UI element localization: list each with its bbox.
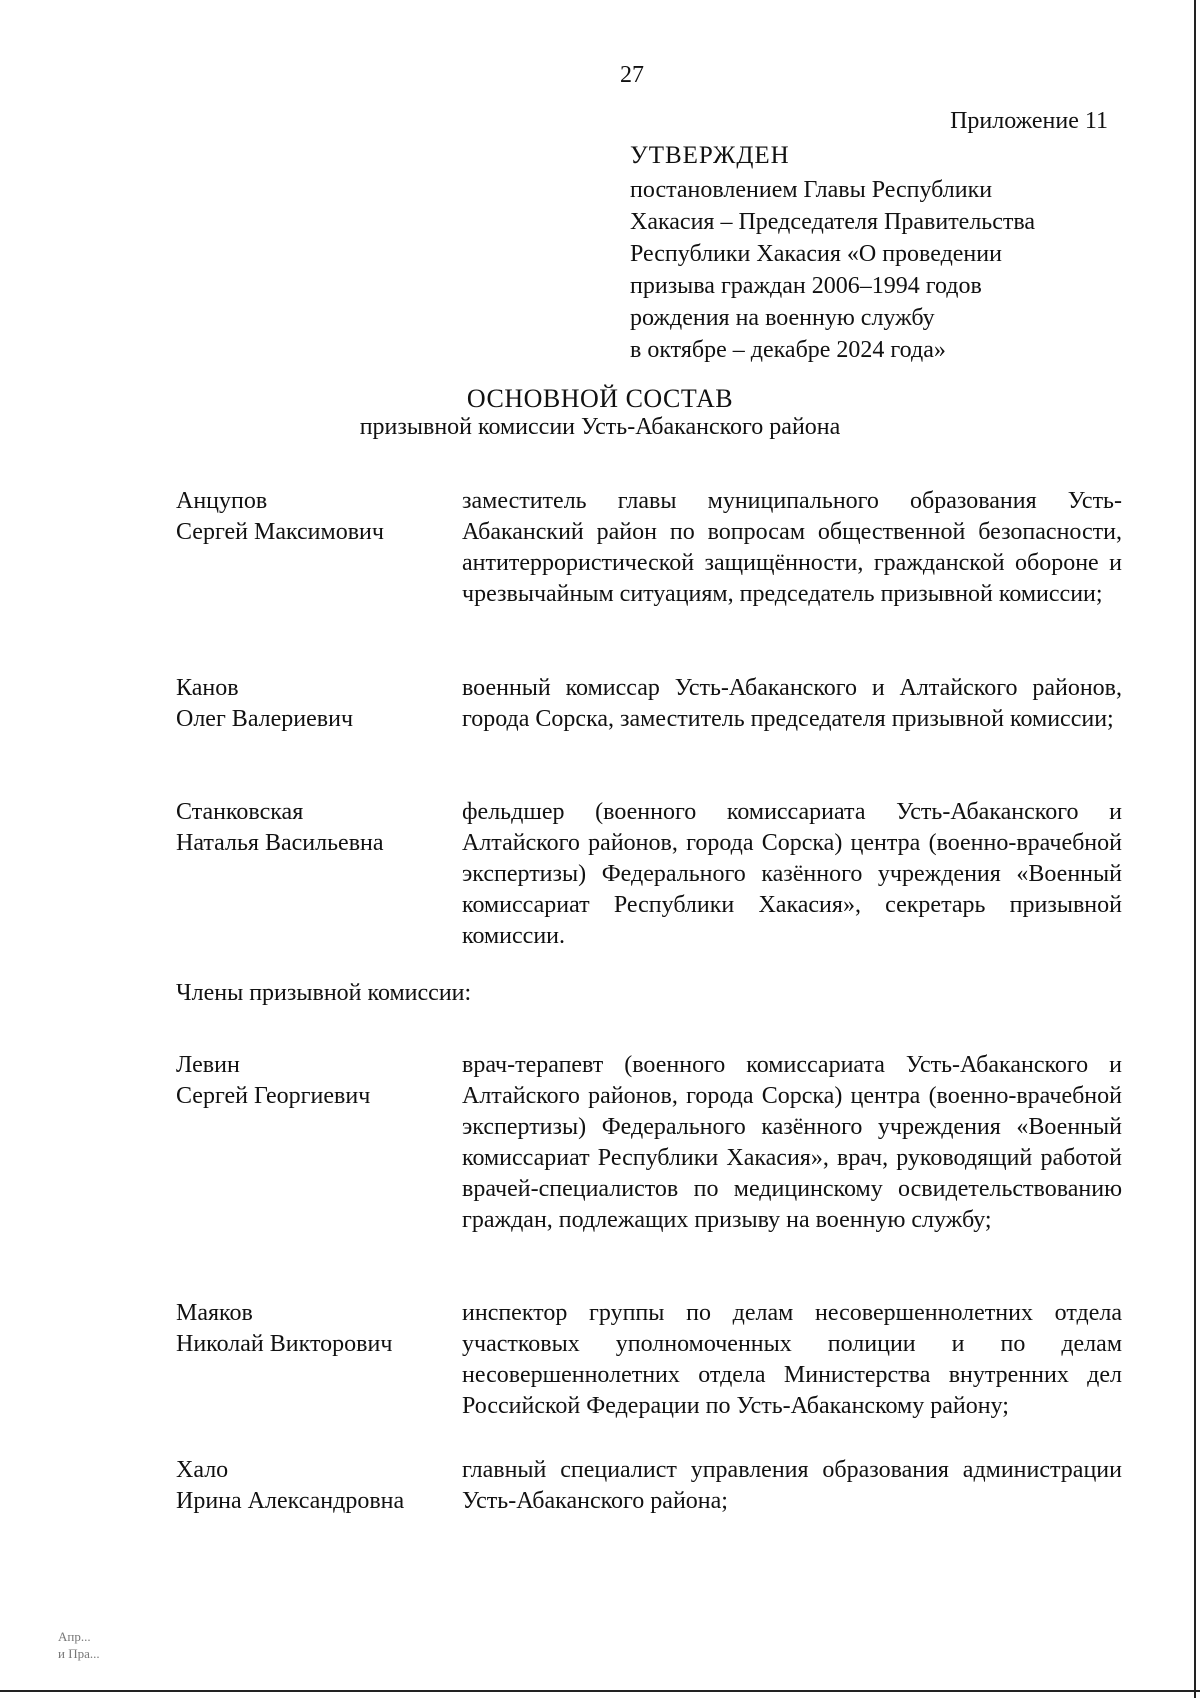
surname: Маяков <box>176 1300 253 1326</box>
given-names: Сергей Георгиевич <box>176 1083 371 1109</box>
position-description: военный комиссар Усть-Абаканского и Алтайского районов, города Сорска, заместитель председателя призывной комиссии; <box>462 675 1122 732</box>
page-border-bottom <box>0 1690 1200 1692</box>
surname: Анцупов <box>176 488 268 514</box>
commission-secretary <box>176 797 1122 952</box>
position-description: главный специалист управления образования администрации Усть-Абаканского района; <box>462 1457 1122 1514</box>
approval-line: в октябре – декабре 2024 года» <box>630 337 946 363</box>
appendix-label: Приложение 11 <box>950 108 1108 134</box>
commission-deputy-chair <box>176 673 1122 735</box>
given-names: Николай Викторович <box>176 1331 393 1357</box>
position-description: врач-терапевт (военного комиссариата Усть-Абаканского и Алтайского районов, города Сорска) центра (военно-врачебной экспертизы) Федерального казённого учреждения «Военный комиссариат Республики Хакасия», врач, руководящий работой врачей-специалистов по медицинскому освидетельствованию граждан, подлежащих призыву на военную службу; <box>462 1052 1122 1233</box>
corner-fragment-line: Апр... <box>58 1629 91 1644</box>
document-title: ОСНОВНОЙ СОСТАВ <box>466 384 734 413</box>
person-name <box>176 1455 446 1517</box>
commission-chair <box>176 486 1122 610</box>
approval-line: рождения на военную службу <box>630 305 935 331</box>
given-names: Олег Валериевич <box>176 706 354 732</box>
person-name <box>176 1050 446 1112</box>
person-name <box>176 673 446 735</box>
approval-line: призыва граждан 2006–1994 годов <box>630 273 982 299</box>
corner-fragment-text <box>58 1628 100 1662</box>
page-number: 27 <box>620 62 644 88</box>
person-name <box>176 797 446 859</box>
approval-block <box>630 140 1100 366</box>
position-description: заместитель главы муниципального образования Усть-Абаканский район по вопросам общественной безопасности, антитеррористической защищённости, гражданской обороне и чрезвычайным ситуациям, председатель призывной комиссии; <box>462 488 1122 607</box>
corner-fragment-line: и Пра... <box>58 1646 100 1661</box>
position-description: инспектор группы по делам несовершеннолетних отдела участковых уполномоченных полиции и по делам несовершеннолетних отдела Министерства внутренних дел Российской Федерации по Усть-Абаканскому району; <box>462 1300 1122 1419</box>
commission-member <box>176 1455 1122 1517</box>
given-names: Ирина Александровна <box>176 1488 405 1514</box>
given-names: Сергей Максимович <box>176 519 384 545</box>
members-header: Члены призывной комиссии: <box>176 980 472 1006</box>
approval-line: постановлением Главы Республики <box>630 177 993 203</box>
commission-member <box>176 1298 1122 1422</box>
position-description: фельдшер (военного комиссариата Усть-Абаканского и Алтайского районов, города Сорска) центра (военно-врачебной экспертизы) Федерального казённого учреждения «Военный комиссариат Республики Хакасия», секретарь призывной комиссии. <box>462 799 1122 949</box>
surname: Левин <box>176 1052 240 1078</box>
approval-line: Хакасия – Председателя Правительства <box>630 209 1036 235</box>
person-name <box>176 486 446 548</box>
person-name <box>176 1298 446 1360</box>
document-subtitle: призывной комиссии Усть-Абаканского района <box>359 414 841 440</box>
page-border-right <box>1194 0 1196 1698</box>
approval-title: УТВЕРЖДЕН <box>630 142 790 169</box>
surname: Канов <box>176 675 239 701</box>
given-names: Наталья Васильевна <box>176 830 384 856</box>
approval-line: Республики Хакасия «О проведении <box>630 241 1002 267</box>
surname: Хало <box>176 1457 229 1483</box>
surname: Станковская <box>176 799 304 825</box>
commission-member <box>176 1050 1122 1236</box>
